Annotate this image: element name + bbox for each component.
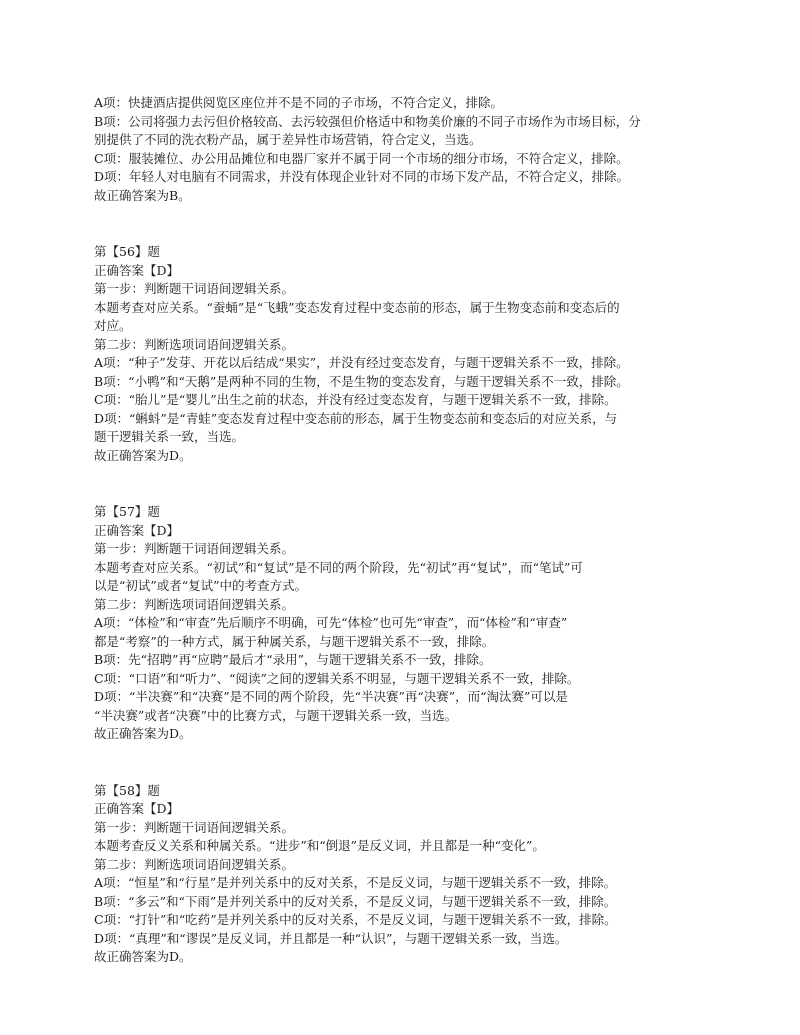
explanation-line: 第一步：判断题干词语间逻辑关系。 <box>94 541 295 556</box>
final-answer-line: 故正确答案为D。 <box>94 949 192 964</box>
explanation-line: C项：服装摊位、办公用品摊位和电器厂家并不属于同一个市场的细分市场，不符合定义，排除。 <box>94 150 629 166</box>
explanation-line: 第一步：判断题干词语间逻辑关系。 <box>94 281 295 296</box>
explanation-line: 本题考查反义关系和种属关系。“进步”和“倒退”是反义词，并且都是一种“变化”。 <box>94 838 545 853</box>
explanation-line: 本题考查对应关系。“蚕蛹”是“飞蛾”变态发育过程中变态前的形态，属于生物变态前和变态后的 <box>94 299 620 315</box>
explanation-line: C项：“打针”和“吃药”是并列关系中的反对关系，不是反义词，与题干逻辑关系不一致，排除。 <box>94 912 617 927</box>
document-page <box>94 94 714 967</box>
explanation-line: B项：公司将强力去污但价格较高、去污较强但价格适中和物美价廉的不同子市场作为市场目标，分 <box>94 113 641 129</box>
explanation-line: 以是“初试”或者“复试”中的考查方式。 <box>94 578 308 593</box>
question-title: 第【57】题 <box>94 504 160 519</box>
explanation-line: D项：“真理”和“谬误”是反义词，并且都是一种“认识”，与题干逻辑关系一致，当选。 <box>94 930 568 946</box>
question-title: 第【56】题 <box>94 244 160 259</box>
explanation-line: D项：“半决赛”和“决赛”是不同的两个阶段，先“半决赛”再“决赛”，而“淘汰赛”可以是 <box>94 689 568 704</box>
explanation-line: 本题考查对应关系。“初试”和“复试”是不同的两个阶段，先“初试”再“复试”，而“笔试”可 <box>94 559 583 575</box>
explanation-line: A项：“种子”发芽、开花以后结成“果实”，并没有经过变态发育，与题干逻辑关系不一致，排除。 <box>94 355 629 370</box>
intro-explanation <box>94 94 714 205</box>
correct-answer: 正确答案【D】 <box>94 262 180 278</box>
final-answer-line: 故正确答案为D。 <box>94 447 192 463</box>
explanation-line: 第二步：判断选项词语间逻辑关系。 <box>94 856 295 872</box>
explanation-line: “半决赛”或者“决赛”中的比赛方式，与题干逻辑关系一致，当选。 <box>94 707 458 723</box>
explanation-line: A项：快捷酒店提供阅览区座位并不是不同的子市场，不符合定义，排除。 <box>94 95 504 110</box>
explanation-line: 第二步：判断选项词语间逻辑关系。 <box>94 336 295 352</box>
explanation-line: D项：“蝌蚪”是“青蛙”变态发育过程中变态前的形态，属于生物变态前和变态后的对应关系，与 <box>94 410 618 426</box>
explanation-line: 第二步：判断选项词语间逻辑关系。 <box>94 596 295 612</box>
correct-answer: 正确答案【D】 <box>94 801 180 816</box>
question-title: 第【58】题 <box>94 782 160 798</box>
question-58 <box>94 782 714 967</box>
explanation-line: B项：“小鸭”和“天鹅”是两种不同的生物，不是生物的变态发育，与题干逻辑关系不一致，排除。 <box>94 373 629 389</box>
explanation-line: B项：先“招聘”再“应聘”最后才“录用”，与题干逻辑关系不一致，排除。 <box>94 652 492 667</box>
explanation-line: 对应。 <box>94 318 132 333</box>
explanation-line: D项：年轻人对电脑有不同需求，并没有体现企业针对不同的市场下发产品，不符合定义，排除。 <box>94 169 630 184</box>
explanation-line: A项：“体检”和“审查”先后顺序不明确，可先“体检”也可先“审查”，而“体检”和“审查” <box>94 615 568 630</box>
explanation-line: C项：“胎儿”是“婴儿”出生之前的状态，并没有经过变态发育，与题干逻辑关系不一致，排除。 <box>94 392 617 407</box>
final-answer-line: 故正确答案为D。 <box>94 726 192 741</box>
explanation-line: 都是“考察”的一种方式，属于种属关系，与题干逻辑关系不一致，排除。 <box>94 633 495 649</box>
explanation-line: 第一步：判断题干词语间逻辑关系。 <box>94 819 295 835</box>
explanation-line: 题干逻辑关系一致，当选。 <box>94 429 245 444</box>
question-56 <box>94 243 714 465</box>
explanation-line: B项：“多云”和“下雨”是并列关系中的反对关系，不是反义词，与题干逻辑关系不一致，排除。 <box>94 893 617 909</box>
explanation-line: 别提供了不同的洗衣粉产品，属于差异性市场营销，符合定义，当选。 <box>94 132 482 147</box>
final-answer-line: 故正确答案为B。 <box>94 187 191 203</box>
question-57 <box>94 503 714 744</box>
correct-answer: 正确答案【D】 <box>94 522 180 538</box>
explanation-line: A项：“恒星”和“行星”是并列关系中的反对关系，不是反义词，与题干逻辑关系不一致，排除。 <box>94 875 617 890</box>
explanation-line: C项：“口语”和“听力”、“阅读”之间的逻辑关系不明显，与题干逻辑关系不一致，排除。 <box>94 670 580 686</box>
